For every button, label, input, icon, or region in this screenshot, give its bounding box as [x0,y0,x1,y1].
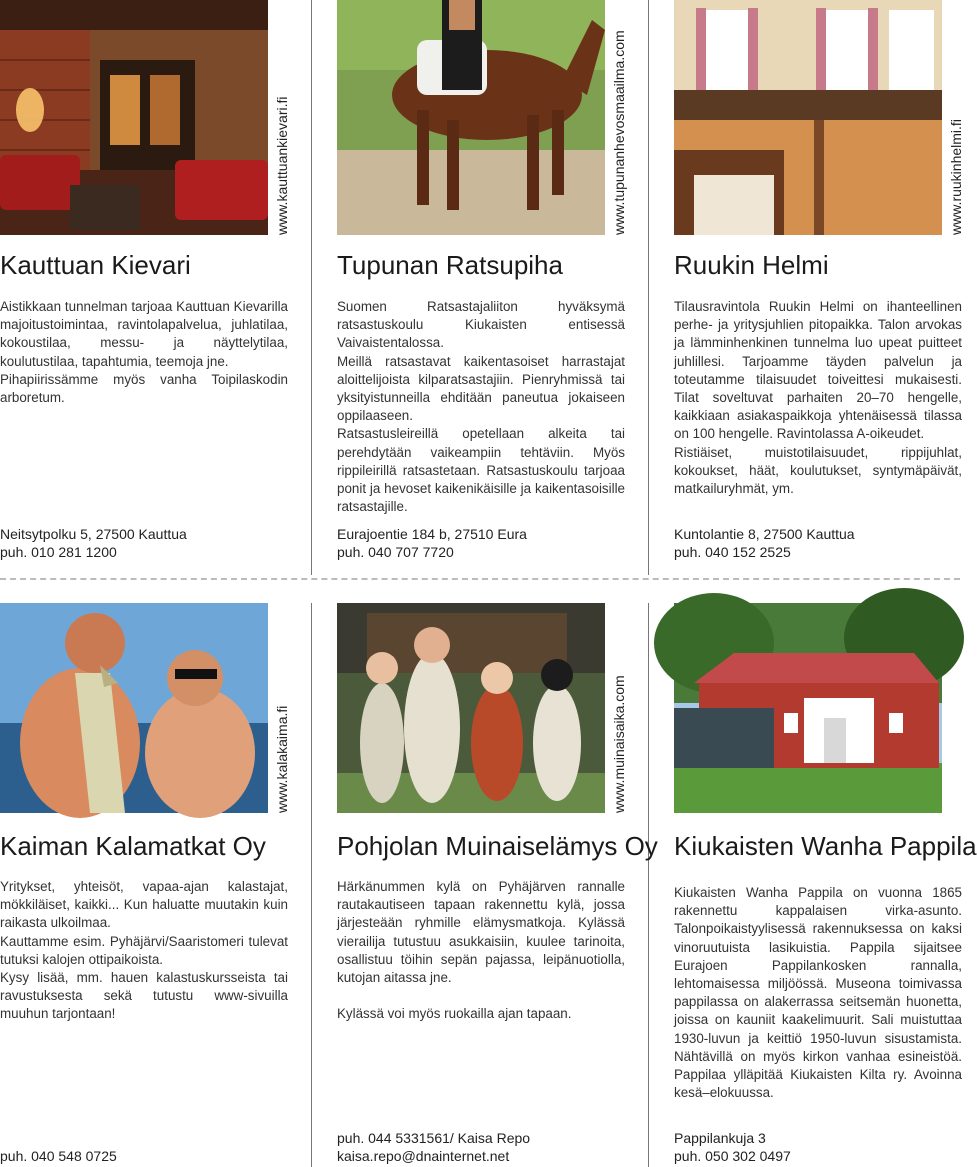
photo-iron-age-children [337,603,605,813]
address-line: Neitsytpolku 5, 27500 Kauttua [0,526,187,542]
contact-block [674,1129,791,1165]
vertical-url[interactable]: www.muinaisaika.com [611,675,627,813]
contact-block [337,525,527,561]
card-kiukaisten-wanha-pappila [674,603,977,1167]
card-title: Ruukin Helmi [674,250,829,280]
column-divider [648,603,649,1167]
address-line: Kuntolantie 8, 27500 Kauttua [674,526,855,542]
card-description: Aistikkaan tunnelman tarjoaa Kauttuan Kievarilla majoitustoimintaa, ravintolapalvelua, juhlatilaa, kokoustilaa, messu- ja näyttelytilaa, koulutustilaa, tapahtumia, teemoja jne. Pihapiirissämme myös vanha Toipilaskodin arboretum. [0,299,288,406]
address-line: Pappilankuja 3 [674,1130,766,1146]
vertical-url[interactable]: www.tupunanhevosmaailma.com [611,30,627,235]
contact-block [674,525,855,561]
card-description: Kiukaisten Wanha Pappila on vuonna 1865 rakennettu kappalaisen virka-asunto. Talonpoikaistyylisessä rakennuksessa on kaksi vinoruutuista lasikuistia. Pappila sijaitsee Eurajoen Pappilankosken rannalla, lehtomaisessa miljöössä. Museona toimivassa pappilassa on alakerrassa seitsemän huonetta, joissa on kauniit kaakelimuurit. Sali muistuttaa 1930-luvun ja keittiö 1950-luvun sisustamista. Nähtävillä on myös kirkon vanhaa esineistöä. Pappilaa ylläpitää Kiukaisten Kilta ry. Avoinna kesä–elokuussa. [674,885,962,1101]
phone-line: puh. 044 5331561/ Kaisa Repo [337,1130,531,1146]
contact-block [0,525,187,561]
column-divider [311,603,312,1167]
card-pohjolan-muinaiselamys [337,603,658,1167]
column-divider [311,0,312,575]
address-line: Eurajoentie 184 b, 27510 Eura [337,526,527,542]
phone-line: puh. 010 281 1200 [0,544,117,560]
contact-block [0,1147,117,1165]
card-description: Suomen Ratsastajaliiton hyväksymä ratsastuskoulu Kiukaisten entisessä Vaivaistentalossa. Meillä ratsastavat kaikentasoiset harrastajat aloittelijoista kilparatsastajiin. Pienryhmissä tai yksityistunneilla ehditään paneutua jokaiseen oppilaaseen. Ratsastusleireillä opetellaan alkeita tai perehdytään vaikeampiin tehtäviin. Myös rippileirillä ratsastetaan. Ratsastuskoulu tarjoaa ponit ja hevoset kaikenikäisille ja kaikentasoisille ratsastajille. [337,299,625,515]
vertical-url[interactable]: www.kauttuankievari.fi [274,96,290,235]
vertical-url[interactable]: www.ruukinhelmi.fi [948,119,964,235]
vertical-url[interactable]: www.kalakaima.fi [274,705,290,813]
phone-line: puh. 040 707 7720 [337,544,454,560]
card-description: Tilausravintola Ruukin Helmi on ihanteellinen perhe- ja yritysjuhlien pitopaikka. Talon arvokas ja lämminhenkinen tunnelma luo upeat puitteet juhlillesi. Tarjoamme täyden palvelun ja toteutamme tilaisuudet toiveittesi mukaisesti. Tilat soveltuvat parhaiten 20–70 hengelle, kaikkiaan asiakaspaikkoja yhtenäisessä tilassa on 100 hengelle. Ravintolassa A-oikeudet. Ristiäiset, muistotilaisuudet, rippijuhlat, kokoukset, häät, koulutukset, syntymäpäivät, matkailuryhmät, ym. [674,299,962,497]
phone-line: puh. 050 302 0497 [674,1148,791,1164]
photo-restaurant-hall [674,0,942,235]
photo-fishermen-with-pike [0,603,268,813]
card-tupunan-ratsupiha [337,0,633,575]
photo-horse-rider [337,0,605,235]
card-title: Kiukaisten Wanha Pappila [674,831,977,861]
contact-block [337,1129,530,1165]
card-title: Pohjolan Muinaiselämys Oy [337,831,658,861]
card-ruukin-helmi [674,0,970,575]
email-line[interactable]: kaisa.repo@dnainternet.net [337,1148,510,1164]
photo-interior-lounge [0,0,268,235]
card-title: Kauttuan Kievari [0,250,191,280]
photo-red-parsonage [674,603,942,813]
card-kaiman-kalamatkat [0,603,296,1167]
card-description: Yritykset, yhteisöt, vapaa-ajan kalastajat, mökkiläiset, kaikki... Kun haluatte muutakin kuin raikasta ulkoilmaa. Kauttamme esim. Pyhäjärvi/Saaristomeri tulevat tutuksi kalojen ottipaikoista. Kysy lisää, mm. hauen kalastuskursseista tai ravustuksesta sekä tutustu www-sivuilla muuhun tarjontaan! [0,879,288,1022]
card-description: Härkänummen kylä on Pyhäjärven rannalle rautakautiseen tapaan rakennettu kylä, jossa järjesteään ryhmille elämysmatkoja. Kylässä vierailija tutustuu asukkaisiin, kuulee tarinoita, osallistuu töihin sepän pajassa, leipänuotiolla, kutojan aitassa jne. Kylässä voi myös ruokailla ajan tapaan. [337,879,625,1022]
card-title: Tupunan Ratsupiha [337,250,563,280]
row-separator [0,578,960,580]
card-title: Kaiman Kalamatkat Oy [0,831,266,861]
phone-line: puh. 040 548 0725 [0,1148,117,1164]
card-kauttuan-kievari [0,0,296,575]
column-divider [648,0,649,575]
phone-line: puh. 040 152 2525 [674,544,791,560]
